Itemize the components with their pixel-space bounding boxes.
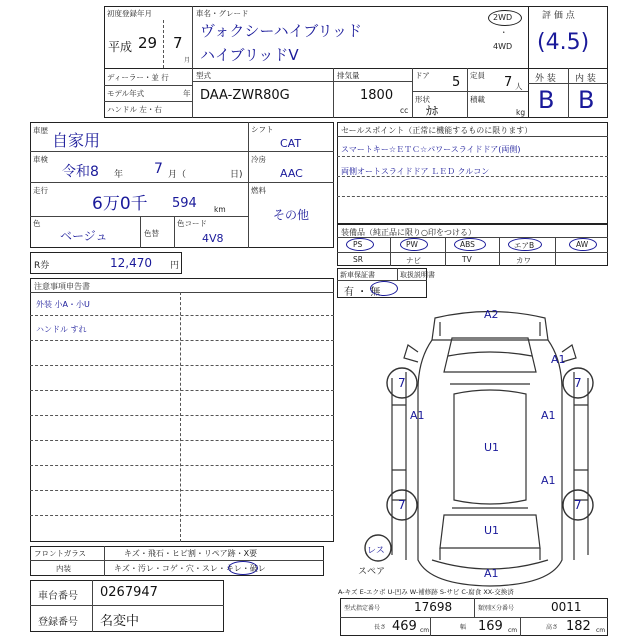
- ext-label: 外 装: [535, 74, 556, 84]
- model-year-unit: 年: [183, 89, 191, 98]
- mark-front-a2: A2: [484, 308, 499, 321]
- vin-value: 0267947: [100, 585, 158, 600]
- reg-value: 名変中: [100, 614, 140, 629]
- drive-4wd: 4WD: [493, 42, 513, 51]
- ext-grade: B: [538, 86, 555, 114]
- era: 平成: [108, 40, 133, 54]
- insp-year-unit: 年: [114, 170, 124, 180]
- interior-label: 内装: [56, 564, 71, 573]
- model-label: 型式: [196, 71, 211, 80]
- equipment-title: 装備品（純正品に限り○印をつける）: [341, 228, 476, 237]
- new-warranty-label: 新車保証書: [340, 271, 375, 279]
- class-label: 車歴: [33, 126, 48, 135]
- mark-roof-u1: U1: [484, 441, 500, 454]
- equip-tv: TV: [462, 255, 472, 264]
- equip-abs: ABS: [460, 240, 475, 249]
- equip-leather: カワ: [516, 256, 531, 265]
- equip-aw: AW: [576, 240, 589, 249]
- km-unit: km: [214, 205, 226, 214]
- mark-right-rear-a1: A1: [541, 474, 556, 487]
- tire-front-right: 7: [574, 376, 582, 390]
- drive-dot: ・: [500, 28, 508, 37]
- model-code: DAA-ZWR80G: [200, 88, 290, 103]
- spec-width-label: 幅: [460, 624, 467, 631]
- model-year-label: モデル年式: [107, 89, 145, 98]
- mark-right-front-a1: A1: [551, 353, 566, 366]
- insp-era: 令和8: [62, 164, 99, 180]
- capacity-unit: 人: [515, 82, 523, 91]
- score-value: (4.5): [537, 30, 590, 55]
- int-grade: B: [578, 86, 595, 114]
- equip-navi: ナビ: [406, 256, 421, 265]
- recycle-label: R券: [34, 261, 50, 271]
- windshield-label: フロントガラス: [34, 549, 87, 558]
- capacity-label: 定員: [470, 71, 485, 80]
- sales-line-1: スマートキー☆ＥＴＣ☆パワースライドドア(両側): [341, 145, 521, 154]
- warranty-value: 有 ・ 無: [344, 287, 381, 298]
- shape-label: 形状: [415, 95, 430, 104]
- recycle-amount: 12,470: [110, 256, 152, 270]
- insp-month-unit: 月（: [168, 170, 187, 180]
- mark-rear-u1: U1: [484, 524, 500, 537]
- color-label: 色: [33, 219, 41, 228]
- equip-ps: PS: [353, 240, 363, 249]
- grade: ハイブリッドV: [200, 46, 299, 64]
- mileage-main: 6万0千: [92, 194, 148, 214]
- manual-label: 取扱説明書: [400, 271, 435, 279]
- spec-length-unit: cm: [420, 627, 430, 634]
- tire-rear-right: 7: [574, 498, 582, 512]
- spec-length-label: 長さ: [374, 624, 387, 631]
- ac-label: 冷房: [251, 155, 266, 164]
- displacement: 1800: [360, 88, 394, 103]
- car-name: ヴォクシーハイブリッド: [200, 22, 363, 40]
- score-label: 評 価 点: [542, 11, 575, 21]
- equip-airbag: エアB: [514, 241, 535, 250]
- mark-left-a1: A1: [410, 409, 425, 422]
- reg-month: 7: [173, 34, 183, 52]
- kg-unit: kg: [516, 108, 526, 117]
- handle-label: ハンドル 左・右: [107, 105, 162, 114]
- reg-year: 29: [138, 34, 158, 52]
- displacement-label: 排気量: [337, 71, 360, 80]
- car-name-label: 車名・グレード: [196, 9, 249, 18]
- recycle-unit: 円: [170, 261, 180, 271]
- shift-label: シフト: [251, 125, 274, 134]
- spec-length: 469: [392, 619, 417, 634]
- spare-label: スペア: [358, 567, 386, 577]
- spec-width-unit: cm: [508, 627, 518, 634]
- sales-line-2: 両側オートスライドドア ＬＥＤ クルコン: [341, 167, 490, 176]
- mark-right-a1: A1: [541, 409, 556, 422]
- insp-day-unit: 日): [230, 170, 243, 180]
- equip-pw: PW: [406, 240, 418, 249]
- fuel-label: 燃料: [251, 186, 266, 195]
- cc-unit: cc: [400, 106, 409, 115]
- sales-title: セールスポイント（正常に機能するものに限ります）: [341, 126, 533, 135]
- mark-rear-a1: A1: [484, 567, 499, 580]
- repaint-label: 色替: [144, 229, 159, 238]
- fuel-value: その他: [273, 208, 310, 222]
- spec-class-no: 0011: [551, 600, 582, 614]
- drive-2wd: 2WD: [493, 13, 513, 22]
- doors: 5: [452, 75, 461, 90]
- first-reg-label: 初度登録年月: [107, 9, 152, 18]
- reg-label: 登録番号: [38, 617, 78, 628]
- reg-month-unit: 月: [184, 57, 191, 64]
- ac-value: AAC: [280, 167, 303, 180]
- load-label: 積載: [470, 95, 485, 104]
- spec-height-label: 高さ: [546, 624, 559, 631]
- color-code: 4V8: [202, 232, 224, 245]
- spec-width: 169: [478, 619, 503, 634]
- color-value: ベージュ: [60, 229, 108, 243]
- inspection-label: 車検: [33, 155, 48, 164]
- spec-model-no: 17698: [414, 600, 453, 614]
- vin-label: 車台番号: [38, 591, 78, 602]
- spec-model-label: 型式指定番号: [344, 605, 381, 612]
- equip-sr: SR: [353, 255, 363, 264]
- color-code-label: 色コード: [177, 219, 207, 228]
- tire-front-left: 7: [398, 376, 406, 390]
- mileage-sub: 594: [172, 196, 197, 211]
- vehicle-class: 自家用: [52, 131, 101, 150]
- windshield-items: キズ・飛石・ヒビ割・リペア跡・X要: [124, 549, 258, 558]
- notes-line-2: ハンドル すれ: [36, 325, 87, 334]
- mileage-label: 走行: [33, 186, 48, 195]
- tire-rear-left: 7: [398, 498, 406, 512]
- shape: ｶﾎ: [426, 104, 439, 118]
- capacity: 7: [504, 75, 513, 90]
- door-label: ドア: [415, 71, 430, 80]
- insp-month: 7: [154, 161, 163, 177]
- spec-class-label: 類別区分番号: [478, 605, 515, 612]
- damage-legend: A-キズ E-エクボ U-凹み W-補修跡 S-サビ C-腐食 XX-交換済: [338, 588, 514, 596]
- notes-line-1: 外装 小A・小U: [36, 300, 90, 309]
- spec-height: 182: [566, 619, 591, 634]
- shift-value: CAT: [280, 137, 302, 150]
- spec-height-unit: cm: [596, 627, 606, 634]
- notes-title: 注意事項申告書: [34, 282, 90, 291]
- dealer-label: ディーラー・並 行: [107, 73, 169, 82]
- interior-items: キズ・汚レ・コゲ・穴・スレ・キレ・破レ: [114, 564, 266, 573]
- int-label: 内 装: [575, 74, 596, 84]
- spare-mark: レス: [367, 546, 385, 556]
